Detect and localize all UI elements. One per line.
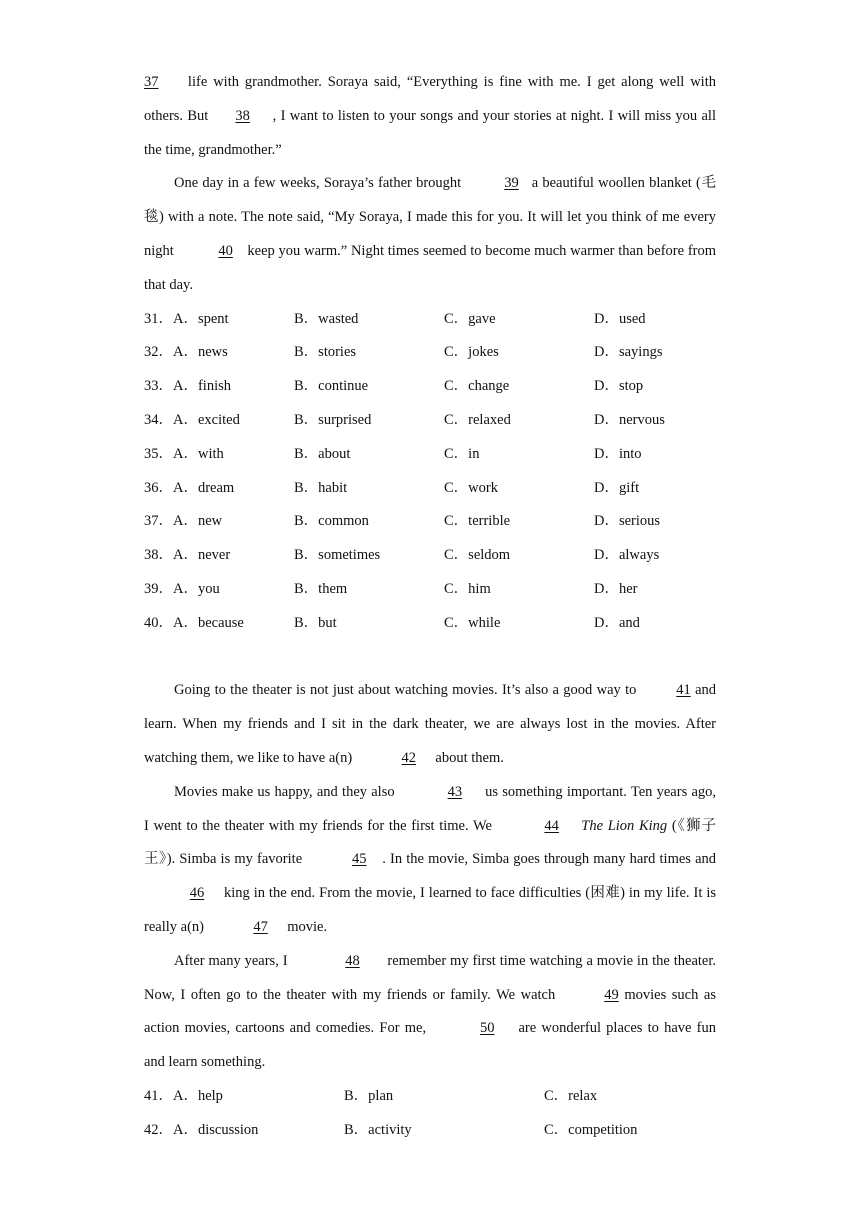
option-b[interactable]: B．activity <box>344 1121 412 1138</box>
passage-text: life with grandmother. Soraya said, “Everything is fine with me. I get along well with others. But <box>144 74 716 124</box>
option-c[interactable]: C．while <box>444 614 501 631</box>
option-a[interactable]: A．spent <box>173 310 229 327</box>
passage-text: . In the movie, Simba goes through many hard times and <box>382 851 717 868</box>
option-b[interactable]: B．surprised <box>294 411 372 428</box>
option-a[interactable]: A．finish <box>173 378 231 395</box>
passage-text: Movies make us happy, and they also <box>174 783 399 800</box>
question-number: 32． <box>144 344 173 361</box>
question-row <box>144 438 716 472</box>
passage2-paragraph-1 <box>144 674 716 775</box>
option-c[interactable]: C．work <box>444 479 498 496</box>
option-b[interactable]: B．stories <box>294 344 357 361</box>
passage-text: After many years, I <box>174 952 292 969</box>
question-row <box>144 404 716 438</box>
option-a[interactable]: A．help <box>173 1087 223 1104</box>
option-d[interactable]: D．nervous <box>594 411 665 428</box>
question-number: 39． <box>144 580 173 597</box>
passage-text: are wonderful places to have fun and learn something. <box>144 1020 716 1071</box>
option-a[interactable]: A．news <box>173 344 228 361</box>
movie-title: The Lion King <box>581 817 668 834</box>
blank-37[interactable]: 37 <box>144 74 159 90</box>
passage1-paragraph-1 <box>144 66 716 167</box>
passage1-paragraph-2 <box>144 167 716 302</box>
passage-text: , I want to listen to your songs and your stories at night. I will miss you all the time, grandmother.” <box>144 107 716 158</box>
question-number: 42． <box>144 1121 173 1138</box>
passage-text: remember my first time watching a movie in the theater. Now, I often go to the theater with my friends or family. We watch <box>144 952 716 1003</box>
option-d[interactable]: D．stop <box>594 378 644 395</box>
blank-39[interactable]: 39 <box>504 175 519 192</box>
blank-47[interactable]: 47 <box>253 918 268 935</box>
question-row <box>144 1114 716 1148</box>
question-row <box>144 472 716 506</box>
blank-50[interactable]: 50 <box>480 1020 495 1037</box>
passage2-paragraph-2 <box>144 776 716 945</box>
question-number: 36． <box>144 479 173 496</box>
option-d[interactable]: D．her <box>594 580 638 597</box>
option-a[interactable]: A．dream <box>173 479 235 496</box>
option-b[interactable]: B．but <box>294 614 337 631</box>
passage-text: and learn. When my friends and I sit in the dark theater, we are always lost in the movies. After watching them, we like to have a(n) <box>144 682 716 766</box>
question-number: 34． <box>144 411 173 428</box>
question-row <box>144 336 716 370</box>
question-number: 35． <box>144 445 173 462</box>
blank-46[interactable]: 46 <box>189 885 205 902</box>
blank-48[interactable]: 48 <box>345 952 360 969</box>
blank-40[interactable]: 40 <box>218 242 233 259</box>
option-b[interactable]: B．them <box>294 580 348 597</box>
option-c[interactable]: C．competition <box>544 1121 638 1138</box>
option-b[interactable]: B．habit <box>294 479 348 496</box>
options-list-1 <box>144 303 716 641</box>
question-number: 33． <box>144 378 173 395</box>
question-row <box>144 370 716 404</box>
option-d[interactable]: D．serious <box>594 513 661 530</box>
question-row <box>144 607 716 641</box>
document-page <box>144 0 716 1148</box>
option-b[interactable]: B．wasted <box>294 310 359 327</box>
passage-text: a beautiful woollen blanket (毛毯) with a note. The note said, “My Soraya, I made this for you. It will let you think of me every night <box>144 175 716 259</box>
option-a[interactable]: A．you <box>173 580 220 597</box>
option-d[interactable]: D．gift <box>594 479 640 496</box>
passage-text: king in the end. From the movie, I learned to face difficulties (困难) in my life. It is really a(n) <box>144 885 716 935</box>
option-c[interactable]: C．gave <box>444 310 496 327</box>
blank-49[interactable]: 49 <box>604 986 619 1003</box>
option-d[interactable]: D．and <box>594 614 640 631</box>
option-c[interactable]: C．terrible <box>444 513 511 530</box>
option-d[interactable]: D．sayings <box>594 344 663 361</box>
option-d[interactable]: D．always <box>594 547 660 564</box>
blank-42[interactable]: 42 <box>401 749 417 766</box>
question-number: 41． <box>144 1087 173 1104</box>
option-c[interactable]: C．seldom <box>444 547 511 564</box>
option-d[interactable]: D．used <box>594 310 646 327</box>
option-c[interactable]: C．him <box>444 580 491 597</box>
blank-44[interactable]: 44 <box>544 817 559 834</box>
question-number: 37． <box>144 513 173 530</box>
option-c[interactable]: C．relaxed <box>444 411 511 428</box>
option-c[interactable]: C．in <box>444 445 480 462</box>
passage-text: us something important. Ten years ago, I went to the theater with my friends for the first time. We <box>144 783 717 834</box>
option-b[interactable]: B．sometimes <box>294 547 381 564</box>
option-b[interactable]: B．plan <box>344 1087 394 1104</box>
passage-text: Going to the theater is not just about watching movies. It’s also a good way to <box>174 682 641 699</box>
option-a[interactable]: A．with <box>173 445 224 462</box>
passage-text: movie. <box>283 918 328 935</box>
passage-text: (《狮子王》). Simba is my favorite <box>144 817 716 868</box>
question-row <box>144 1080 716 1114</box>
question-number: 31． <box>144 310 173 327</box>
option-b[interactable]: B．common <box>294 513 369 530</box>
option-a[interactable]: A．discussion <box>173 1121 259 1138</box>
passage2-paragraph-3 <box>144 945 716 1080</box>
question-row <box>144 539 716 573</box>
blank-38[interactable]: 38 <box>235 107 250 124</box>
option-a[interactable]: A．because <box>173 614 244 631</box>
option-c[interactable]: C．jokes <box>444 344 499 361</box>
question-row <box>144 573 716 607</box>
blank-45[interactable]: 45 <box>352 851 367 868</box>
option-d[interactable]: D．into <box>594 445 642 462</box>
option-a[interactable]: A．never <box>173 547 231 564</box>
question-row <box>144 505 716 539</box>
blank-43[interactable]: 43 <box>447 783 463 800</box>
question-number: 40． <box>144 614 173 631</box>
passage-text: keep you warm.” Night times seemed to become much warmer than before from that day. <box>144 242 717 293</box>
section-spacer <box>144 641 716 675</box>
passage-text: One day in a few weeks, Soraya’s father brought <box>174 175 466 192</box>
option-a[interactable]: A．new <box>173 513 223 530</box>
option-a[interactable]: A．excited <box>173 411 240 428</box>
option-c[interactable]: C．relax <box>544 1087 598 1104</box>
blank-41[interactable]: 41 <box>676 682 691 699</box>
passage-text: movies such as action movies, cartoons and comedies. For me, <box>144 986 717 1037</box>
question-row <box>144 303 716 337</box>
option-b[interactable]: B．continue <box>294 378 369 395</box>
option-b[interactable]: B．about <box>294 445 351 462</box>
option-c[interactable]: C．change <box>444 378 510 395</box>
passage-text: about them. <box>431 749 504 766</box>
question-number: 38． <box>144 547 173 564</box>
options-list-2 <box>144 1080 716 1148</box>
